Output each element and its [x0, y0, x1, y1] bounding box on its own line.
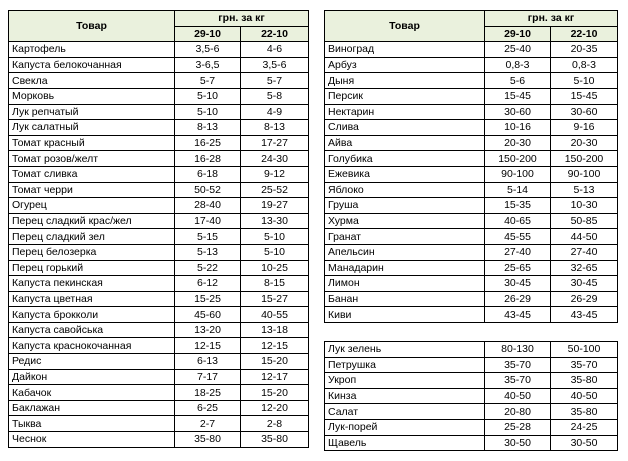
table-row: [325, 166, 618, 182]
table-row: [325, 342, 618, 358]
product-name: Томат розов/желт: [9, 151, 175, 167]
product-name: Капуста краснокочанная: [9, 338, 175, 354]
table-row: [325, 244, 618, 260]
price-date2: 12-20: [241, 400, 309, 416]
price-date2: 43-45: [551, 307, 618, 323]
price-date1: 50-52: [175, 182, 241, 198]
price-date2: 20-35: [551, 42, 618, 58]
product-name: Перец сладкий зел: [9, 229, 175, 245]
column-header-date1: 29-10: [485, 26, 551, 42]
price-date2: 15-20: [241, 385, 309, 401]
table-row: [325, 357, 618, 373]
table-row: [9, 291, 309, 307]
price-date1: 26-29: [485, 291, 551, 307]
price-date2: 8-15: [241, 276, 309, 292]
product-name: Яблоко: [325, 182, 485, 198]
price-date2: 35-70: [551, 357, 618, 373]
table-row: [9, 322, 309, 338]
price-date1: 45-60: [175, 307, 241, 323]
product-name: Петрушка: [325, 357, 485, 373]
product-name: Томат сливка: [9, 166, 175, 182]
table-row: [325, 276, 618, 292]
fruits-price-table: [324, 10, 618, 323]
price-date1: 35-70: [485, 357, 551, 373]
price-date2: 10-25: [241, 260, 309, 276]
price-date2: 30-45: [551, 276, 618, 292]
price-date2: 5-13: [551, 182, 618, 198]
table-row: [9, 104, 309, 120]
product-name: Капуста белокочанная: [9, 57, 175, 73]
table-row: [9, 229, 309, 245]
price-date2: 40-55: [241, 307, 309, 323]
price-date1: 150-200: [485, 151, 551, 167]
price-date1: 15-45: [485, 88, 551, 104]
table-row: [325, 404, 618, 420]
price-date1: 27-40: [485, 244, 551, 260]
price-date2: 15-20: [241, 354, 309, 370]
price-date1: 8-13: [175, 120, 241, 136]
price-date2: 4-6: [241, 42, 309, 58]
column-header-product: Товар: [325, 11, 485, 42]
price-date2: 13-30: [241, 213, 309, 229]
table-row: [325, 198, 618, 214]
price-date2: 32-65: [551, 260, 618, 276]
price-date2: 5-8: [241, 88, 309, 104]
table-row: [9, 260, 309, 276]
product-name: Перец белозерка: [9, 244, 175, 260]
price-date2: 35-80: [551, 404, 618, 420]
product-name: Манадарин: [325, 260, 485, 276]
table-row: [325, 388, 618, 404]
price-date2: 24-30: [241, 151, 309, 167]
table-row: [325, 291, 618, 307]
price-date1: 6-25: [175, 400, 241, 416]
price-date1: 40-65: [485, 213, 551, 229]
price-date2: 90-100: [551, 166, 618, 182]
price-date2: 26-29: [551, 291, 618, 307]
product-name: Хурма: [325, 213, 485, 229]
price-date1: 17-40: [175, 213, 241, 229]
price-date1: 30-60: [485, 104, 551, 120]
product-name: Нектарин: [325, 104, 485, 120]
table-row: [9, 135, 309, 151]
product-name: Томат красный: [9, 135, 175, 151]
price-date2: 50-85: [551, 213, 618, 229]
price-date2: 13-18: [241, 322, 309, 338]
product-name: Тыква: [9, 416, 175, 432]
price-date2: 150-200: [551, 151, 618, 167]
price-date1: 5-14: [485, 182, 551, 198]
table-row: [325, 151, 618, 167]
table-row: [9, 369, 309, 385]
column-header-unit: грн. за кг: [175, 11, 309, 27]
price-date2: 3,5-6: [241, 57, 309, 73]
price-date1: 30-50: [485, 435, 551, 451]
table-row: [325, 435, 618, 451]
price-date1: 13-20: [175, 322, 241, 338]
price-date1: 6-13: [175, 354, 241, 370]
product-name: Дыня: [325, 73, 485, 89]
price-date2: 17-27: [241, 135, 309, 151]
price-date1: 35-80: [175, 432, 241, 448]
table-row: [9, 198, 309, 214]
price-date2: 9-16: [551, 120, 618, 136]
product-name: Капуста цветная: [9, 291, 175, 307]
table-row: [9, 42, 309, 58]
product-name: Салат: [325, 404, 485, 420]
price-date1: 28-40: [175, 198, 241, 214]
price-date1: 16-25: [175, 135, 241, 151]
product-name: Лук зелень: [325, 342, 485, 358]
table-row: [9, 182, 309, 198]
table-row: [325, 42, 618, 58]
price-date1: 30-45: [485, 276, 551, 292]
price-date2: 25-52: [241, 182, 309, 198]
price-date1: 10-16: [485, 120, 551, 136]
price-date1: 25-28: [485, 419, 551, 435]
product-name: Чеснок: [9, 432, 175, 448]
product-name: Лук салатный: [9, 120, 175, 136]
price-date2: 44-50: [551, 229, 618, 245]
table-row: [325, 104, 618, 120]
table-row: [9, 400, 309, 416]
price-date2: 27-40: [551, 244, 618, 260]
column-header-date1: 29-10: [175, 26, 241, 42]
price-date2: 12-17: [241, 369, 309, 385]
price-date1: 3-6,5: [175, 57, 241, 73]
product-name: Томат черри: [9, 182, 175, 198]
price-date1: 5-10: [175, 88, 241, 104]
price-date1: 80-130: [485, 342, 551, 358]
price-date1: 5-13: [175, 244, 241, 260]
table-row: [9, 276, 309, 292]
price-date1: 18-25: [175, 385, 241, 401]
product-name: Киви: [325, 307, 485, 323]
price-date2: 15-27: [241, 291, 309, 307]
price-date1: 15-25: [175, 291, 241, 307]
price-date1: 16-28: [175, 151, 241, 167]
product-name: Гранат: [325, 229, 485, 245]
table-row: [325, 182, 618, 198]
product-name: Лук репчатый: [9, 104, 175, 120]
price-date1: 5-22: [175, 260, 241, 276]
price-date2: 30-60: [551, 104, 618, 120]
table-row: [9, 213, 309, 229]
price-date1: 43-45: [485, 307, 551, 323]
product-name: Айва: [325, 135, 485, 151]
table-row: [9, 354, 309, 370]
price-date1: 7-17: [175, 369, 241, 385]
product-name: Виноград: [325, 42, 485, 58]
price-date1: 2-7: [175, 416, 241, 432]
price-date1: 20-80: [485, 404, 551, 420]
product-name: Морковь: [9, 88, 175, 104]
product-name: Груша: [325, 198, 485, 214]
table-row: [9, 73, 309, 89]
table-row: [9, 88, 309, 104]
product-name: Укроп: [325, 373, 485, 389]
product-name: Картофель: [9, 42, 175, 58]
product-name: Свекла: [9, 73, 175, 89]
table-row: [325, 419, 618, 435]
price-date2: 5-10: [241, 244, 309, 260]
product-name: Перец сладкий крас/жел: [9, 213, 175, 229]
price-date2: 10-30: [551, 198, 618, 214]
product-name: Арбуз: [325, 57, 485, 73]
price-date1: 15-35: [485, 198, 551, 214]
column-header-unit: грн. за кг: [485, 11, 618, 27]
table-row: [325, 88, 618, 104]
price-date2: 50-100: [551, 342, 618, 358]
table-row: [9, 57, 309, 73]
table-row: [9, 151, 309, 167]
price-date1: 0,8-3: [485, 57, 551, 73]
product-name: Банан: [325, 291, 485, 307]
product-name: Лук-порей: [325, 419, 485, 435]
price-date2: 5-10: [551, 73, 618, 89]
table-row: [325, 260, 618, 276]
price-date2: 19-27: [241, 198, 309, 214]
product-name: Капуста савойська: [9, 322, 175, 338]
price-date2: 20-30: [551, 135, 618, 151]
price-date1: 5-10: [175, 104, 241, 120]
herbs-price-table: [324, 341, 618, 451]
product-name: Капуста пекинская: [9, 276, 175, 292]
price-date2: 15-45: [551, 88, 618, 104]
product-name: Слива: [325, 120, 485, 136]
product-name: Огурец: [9, 198, 175, 214]
price-date2: 30-50: [551, 435, 618, 451]
price-date2: 24-25: [551, 419, 618, 435]
table-row: [9, 416, 309, 432]
price-date2: 9-12: [241, 166, 309, 182]
product-name: Апельсин: [325, 244, 485, 260]
price-date1: 25-40: [485, 42, 551, 58]
price-date1: 90-100: [485, 166, 551, 182]
table-row: [9, 432, 309, 448]
price-date1: 3,5-6: [175, 42, 241, 58]
price-date1: 6-12: [175, 276, 241, 292]
price-date2: 5-10: [241, 229, 309, 245]
price-date1: 6-18: [175, 166, 241, 182]
product-name: Кабачок: [9, 385, 175, 401]
price-date2: 2-8: [241, 416, 309, 432]
table-row: [9, 307, 309, 323]
vegetables-price-table: [8, 10, 309, 448]
table-row: [325, 73, 618, 89]
product-name: Голубика: [325, 151, 485, 167]
product-name: Капуста брокколи: [9, 307, 175, 323]
price-date1: 25-65: [485, 260, 551, 276]
price-date1: 40-50: [485, 388, 551, 404]
column-header-product: Товар: [9, 11, 175, 42]
table-row: [9, 338, 309, 354]
price-date2: 8-13: [241, 120, 309, 136]
table-row: [325, 213, 618, 229]
price-date1: 5-6: [485, 73, 551, 89]
table-row: [325, 120, 618, 136]
price-date2: 0,8-3: [551, 57, 618, 73]
price-date1: 5-15: [175, 229, 241, 245]
product-name: Персик: [325, 88, 485, 104]
table-row: [9, 244, 309, 260]
product-name: Ежевика: [325, 166, 485, 182]
product-name: Дайкон: [9, 369, 175, 385]
price-date2: 12-15: [241, 338, 309, 354]
column-header-date2: 22-10: [551, 26, 618, 42]
table-row: [9, 120, 309, 136]
price-date1: 5-7: [175, 73, 241, 89]
column-header-date2: 22-10: [241, 26, 309, 42]
product-name: Кинза: [325, 388, 485, 404]
table-row: [325, 373, 618, 389]
table-row: [9, 385, 309, 401]
table-row: [325, 57, 618, 73]
price-date2: 40-50: [551, 388, 618, 404]
product-name: Лимон: [325, 276, 485, 292]
product-name: Перец горький: [9, 260, 175, 276]
price-date1: 20-30: [485, 135, 551, 151]
price-date1: 12-15: [175, 338, 241, 354]
price-date1: 35-70: [485, 373, 551, 389]
table-row: [325, 229, 618, 245]
product-name: Баклажан: [9, 400, 175, 416]
price-date2: 4-9: [241, 104, 309, 120]
table-row: [325, 307, 618, 323]
price-date2: 35-80: [551, 373, 618, 389]
table-row: [325, 135, 618, 151]
price-date1: 45-55: [485, 229, 551, 245]
price-date2: 5-7: [241, 73, 309, 89]
table-row: [9, 166, 309, 182]
product-name: Щавель: [325, 435, 485, 451]
product-name: Редис: [9, 354, 175, 370]
price-date2: 35-80: [241, 432, 309, 448]
